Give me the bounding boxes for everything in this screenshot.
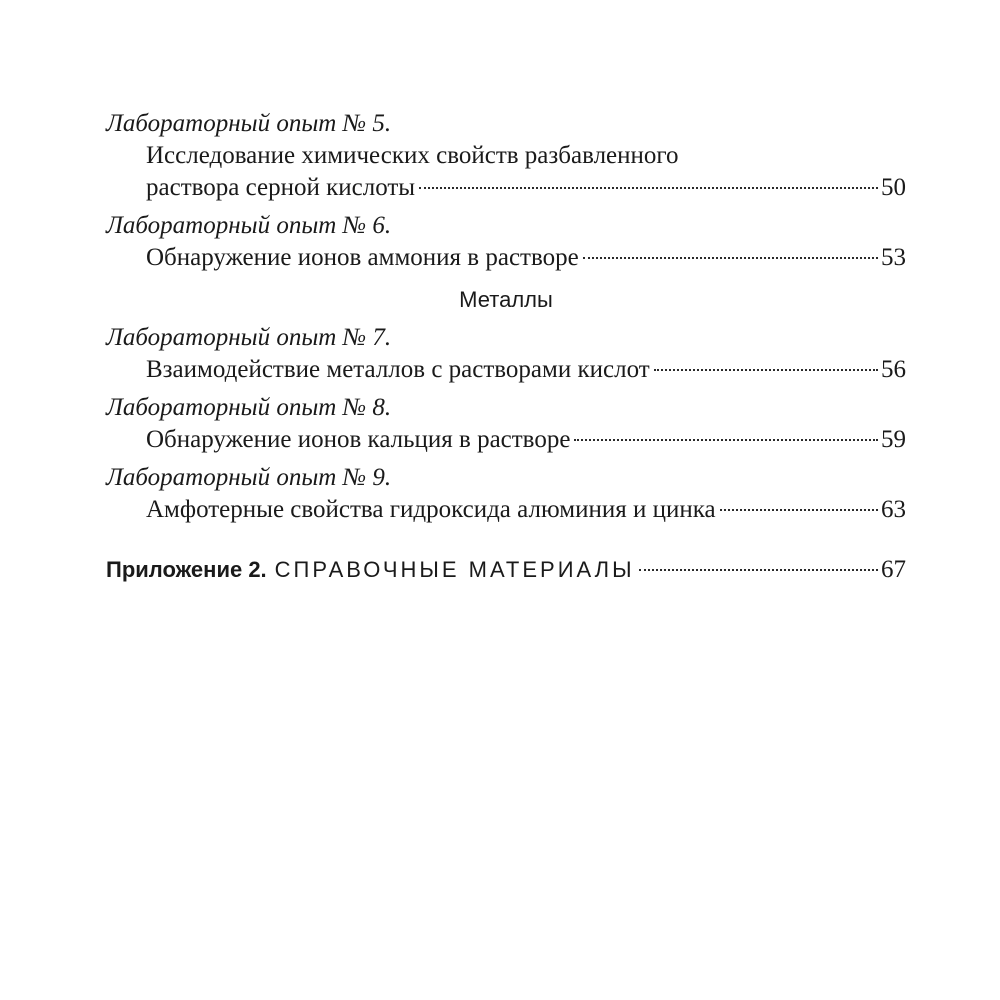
lab-9-heading: Лабораторный опыт № 9. — [106, 464, 392, 491]
lab-7-entry[interactable] — [106, 354, 906, 386]
lab-5-entry[interactable] — [106, 140, 906, 204]
appendix-2-entry[interactable] — [106, 556, 906, 590]
lab-6-heading: Лабораторный опыт № 6. — [106, 212, 392, 239]
lab-6-title-line — [146, 242, 906, 274]
appendix-2-page-number: 67 — [881, 556, 906, 583]
lab-5-title-text-1: Исследование химических свойств разбавленного — [146, 142, 679, 169]
lab-7-title-line — [146, 354, 906, 386]
lab-8-heading: Лабораторный опыт № 8. — [106, 394, 392, 421]
dot-leader — [654, 369, 878, 371]
lab-9-page-number: 63 — [881, 496, 906, 523]
lab-8-page-number: 59 — [881, 426, 906, 453]
dot-leader — [639, 569, 878, 571]
lab-6-title-text: Обнаружение ионов аммония в растворе — [146, 244, 579, 271]
lab-7-heading: Лабораторный опыт № 7. — [106, 324, 392, 351]
lab-8-title-text: Обнаружение ионов кальция в растворе — [146, 426, 571, 453]
lab-9-title-line — [146, 494, 906, 526]
table-of-contents — [106, 108, 906, 590]
dot-leader — [419, 187, 878, 189]
lab-5-title-line-1 — [146, 140, 906, 172]
lab-8-title-line — [146, 424, 906, 456]
lab-5-heading: Лабораторный опыт № 5. — [106, 110, 392, 137]
dot-leader — [720, 509, 878, 511]
lab-9-title-text: Амфотерные свойства гидроксида алюминия и цинка — [146, 496, 716, 523]
lab-5-title-line-2 — [146, 172, 906, 204]
lab-5-title-text-2: раствора серной кислоты — [146, 174, 416, 201]
dot-leader — [583, 257, 878, 259]
lab-6-page-number: 53 — [881, 244, 906, 271]
dot-leader — [574, 439, 878, 441]
section-title-metals: Металлы — [459, 287, 553, 312]
appendix-2-label: Приложение 2. — [106, 557, 267, 582]
lab-9-entry[interactable] — [106, 494, 906, 526]
lab-8-entry[interactable] — [106, 424, 906, 456]
lab-7-page-number: 56 — [881, 356, 906, 383]
lab-5-page-number: 50 — [881, 174, 906, 201]
lab-6-entry[interactable] — [106, 242, 906, 274]
lab-7-title-text: Взаимодействие металлов с растворами кислот — [146, 356, 650, 383]
appendix-2-title: СПРАВОЧНЫЕ МАТЕРИАЛЫ — [274, 557, 635, 582]
